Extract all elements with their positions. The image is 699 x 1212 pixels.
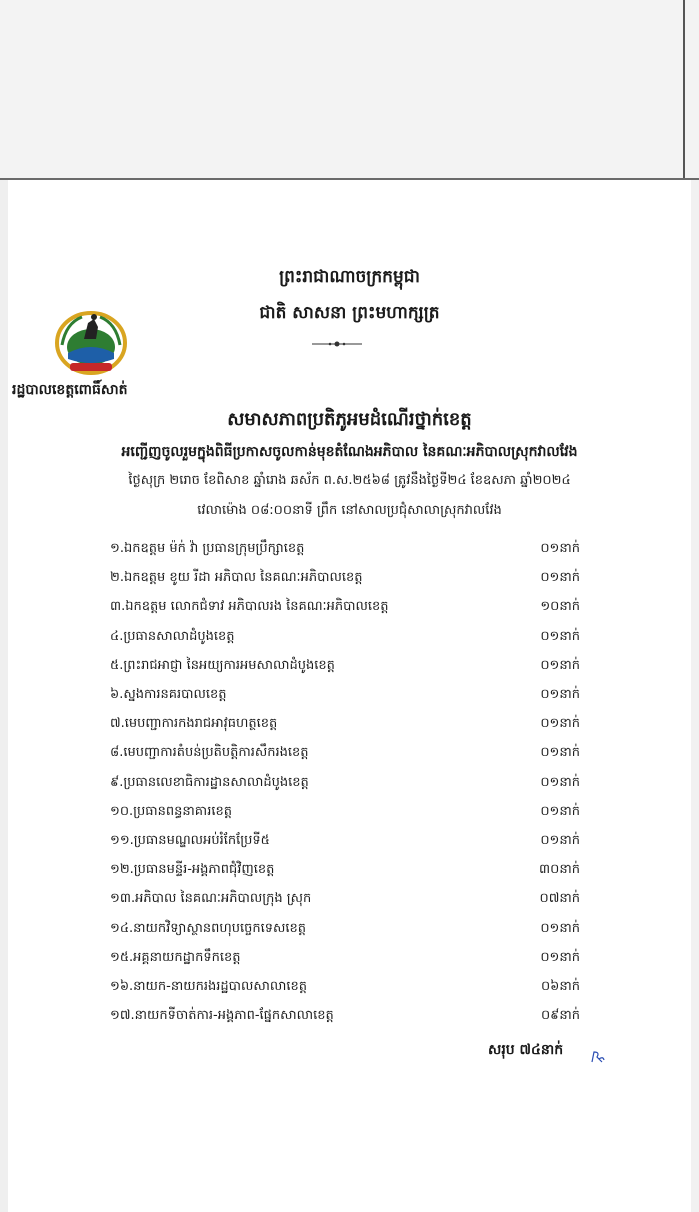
document-subtitle: អញ្ជើញចូលរួមក្នុងពិធីប្រកាសចូលកាន់មុខតំណែងអភិបាល នៃគណៈអភិបាលស្រុកវាលវែង (121, 444, 578, 460)
delegation-count: ៣០នាក់ (539, 862, 580, 878)
delegation-row (110, 774, 580, 802)
delegation-member: ៧.មេបញ្ជាការកងរាជអាវុធហត្ថខេត្ត (110, 716, 278, 732)
delegation-row (110, 686, 580, 714)
delegation-count: ០១នាក់ (540, 745, 580, 761)
delegation-count: ០១នាក់ (540, 687, 580, 702)
delegation-member: ១.ឯកឧត្តម ម៉ក់ វ៉ា ប្រធានក្រុមប្រឹក្សាខេត្ត (110, 541, 305, 556)
handwritten-initial-icon (590, 1050, 606, 1064)
delegation-row (110, 744, 580, 772)
delegation-row (110, 715, 580, 743)
delegation-member: ៤.ប្រធានសាលាដំបូងខេត្ត (110, 628, 235, 644)
delegation-member: ១៧.នាយកទីចាត់ការ-អង្គភាព-ផ្នែកសាលាខេត្ត (110, 1008, 334, 1024)
delegation-count: ០៧នាក់ (539, 891, 580, 907)
delegation-member: ៩.ប្រធានលេខាធិការដ្ឋានសាលាដំបូងខេត្ត (110, 774, 309, 790)
document-title: សមាសភាពប្រតិភូអមដំណើរថ្នាក់ខេត្ត (227, 409, 472, 430)
delegation-member: ១២.ប្រធានមន្ទីរ-អង្គភាពជុំវិញខេត្ត (110, 862, 275, 878)
provincial-seal-icon (52, 305, 130, 377)
delegation-row (110, 657, 580, 685)
delegation-count: ០១នាក់ (540, 570, 580, 586)
delegation-count: ០៦នាក់ (540, 979, 580, 994)
delegation-member: ៥.ព្រះរាជអាជ្ញា នៃអយ្យការអមសាលាដំបូងខេត្ត (110, 657, 335, 673)
right-page-shadow (691, 180, 699, 1212)
delegation-count: ០១នាក់ (540, 657, 580, 673)
event-time-place: វេលាម៉ោង ០៨:០០នាទី ព្រឹក នៅសាលប្រជុំសាលាស្រុកវាលវែង (197, 503, 502, 518)
delegation-row (110, 803, 580, 831)
page-edge-line (683, 0, 685, 178)
delegation-count: ០១នាក់ (540, 774, 580, 790)
delegation-count: ០៩នាក់ (540, 1008, 580, 1024)
delegation-row (110, 628, 580, 656)
previous-page-fragment (0, 0, 699, 180)
delegation-count: ០១នាក់ (540, 803, 580, 819)
delegation-member: ៨.មេបញ្ជាការតំបន់ប្រតិបត្តិការសឹករងខេត្ត (110, 745, 309, 761)
delegation-member: ១០.ប្រធានពន្ធនាគារខេត្ត (110, 803, 232, 819)
delegation-row (110, 540, 580, 568)
delegation-row (110, 861, 580, 889)
delegation-member: ១៣.អភិបាល នៃគណៈអភិបាលក្រុង ស្រុក (110, 891, 312, 907)
delegation-member: ៦.ស្នងការនគរបាលខេត្ត (110, 687, 227, 702)
delegation-count: ០១នាក់ (540, 949, 580, 965)
delegation-row (110, 832, 580, 860)
delegation-member: ៣.ឯកឧត្តម លោកជំទាវ អភិបាលរង នៃគណៈអភិបាលខេត្ត (110, 599, 389, 615)
event-date: ថ្ងៃសុក្រ ២រោច ខែពិសាខ ឆ្នាំរោង ឆស័ក ព.ស.២៥៦៨ ត្រូវនឹងថ្ងៃទី២៤ ខែឧសភា ឆ្នាំ២០២៤ (128, 473, 571, 488)
delegation-member: ១៤.នាយកវិទ្យាស្ថានពហុបច្ចេកទេសខេត្ត (110, 920, 307, 936)
total-count: សរុប ៧៤នាក់ (488, 1042, 564, 1058)
delegation-count: ០១នាក់ (540, 628, 580, 644)
delegation-member: ២.ឯកឧត្តម ខូយ រីដា អភិបាល នៃគណៈអភិបាលខេត្ត (110, 570, 363, 586)
delegation-count: ០១នាក់ (540, 920, 580, 936)
kingdom-heading: ព្រះរាជាណាចក្រកម្ពុជា (279, 267, 420, 287)
issuing-authority: រដ្ឋបាលខេត្តពោធិ៍សាត់ (12, 382, 128, 398)
delegation-count: ០១នាក់ (540, 541, 580, 556)
delegation-count: ០១នាក់ (540, 833, 580, 848)
delegation-count: ១០នាក់ (540, 599, 580, 615)
national-motto: ជាតិ សាសនា ព្រះមហាក្សត្រ (259, 303, 440, 323)
delegation-row (110, 598, 580, 626)
delegation-row (110, 1007, 580, 1035)
left-page-shadow (0, 180, 8, 1212)
delegation-row (110, 569, 580, 597)
delegation-row (110, 890, 580, 918)
delegation-member: ១៥.អគ្គនាយកដ្ឋាកទឹកខេត្ត (110, 949, 241, 965)
delegation-member: ១៦.នាយក-នាយករងរដ្ឋបាលសាលាខេត្ត (110, 979, 308, 994)
delegation-row (110, 949, 580, 977)
delegation-count: ០១នាក់ (540, 716, 580, 732)
delegation-member: ១១.ប្រធានមណ្ឌលអប់រំកែប្រែទី៥ (110, 833, 270, 848)
delegation-row (110, 920, 580, 948)
ornament-divider-icon (312, 339, 362, 349)
delegation-row (110, 978, 580, 1006)
